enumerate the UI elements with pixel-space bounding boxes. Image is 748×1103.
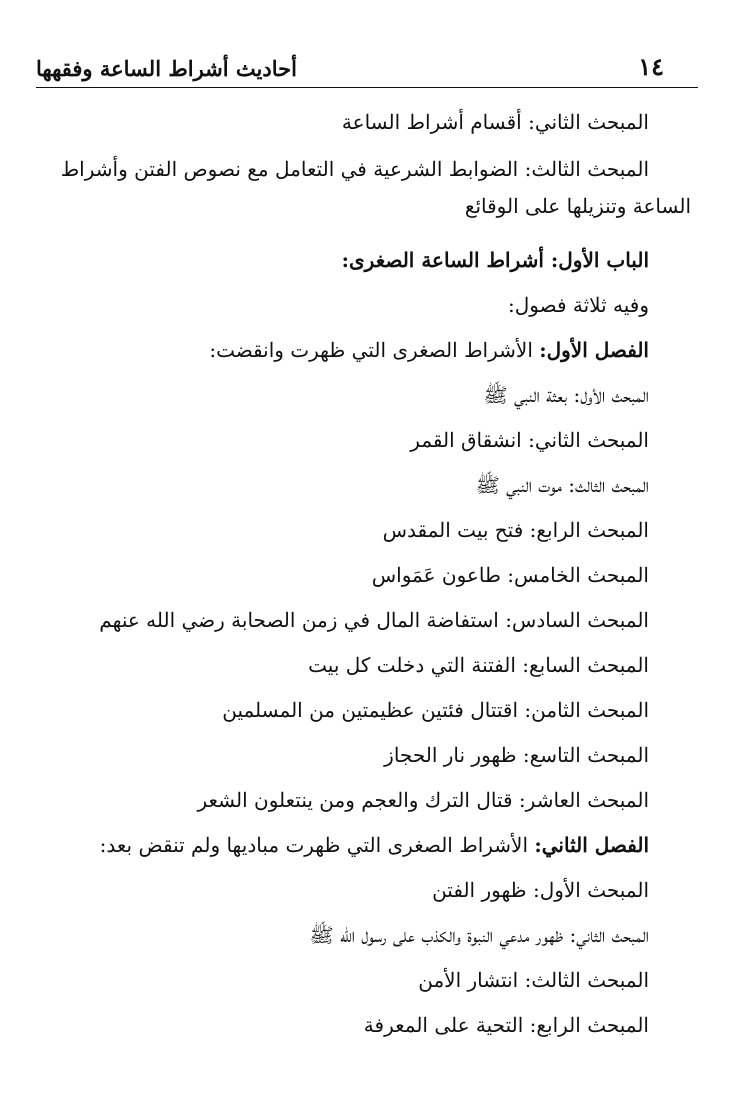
toc-line (52, 913, 649, 958)
toc-text: موت النبي ﷺ (475, 473, 569, 497)
toc-label: الباب الأول: (550, 248, 649, 272)
toc-text: فتح بيت المقدس (382, 518, 530, 542)
toc-label: المبحث الأول: (573, 383, 649, 407)
toc-label: المبحث الثاني: (569, 923, 649, 947)
toc-line (52, 958, 649, 1003)
toc-text: انشقاق القمر (410, 428, 529, 452)
toc-label: المبحث الثالث: (524, 968, 649, 992)
toc-chapter-heading (52, 238, 649, 283)
toc-text: أقسام أشراط الساعة (341, 110, 529, 134)
toc-text: قتال الترك والعجم ومن ينتعلون الشعر (197, 788, 519, 812)
toc-line (52, 508, 649, 553)
toc-label: الفصل الثاني: (534, 833, 649, 857)
toc-text: انتشار الأمن (418, 968, 525, 992)
toc-section-heading (52, 823, 649, 868)
toc-text: الضوابط الشرعية في التعامل مع نصوص الفتن وأشراط (60, 157, 525, 181)
toc-label: المبحث الثالث: (568, 473, 649, 497)
toc-line (52, 283, 649, 328)
toc-text: وفيه ثلاثة فصول: (508, 293, 649, 317)
toc-text: استفاضة المال في زمن الصحابة رضي الله عنهم (99, 608, 506, 632)
toc-text: بعثة النبي ﷺ (483, 383, 574, 407)
toc-line (52, 373, 649, 418)
toc-line (52, 598, 649, 643)
toc-text: الساعة وتنزيلها على الوقائع (464, 194, 691, 218)
toc-label: المبحث التاسع: (522, 743, 649, 767)
page-header (36, 52, 698, 88)
toc-label: المبحث السادس: (505, 608, 649, 632)
page-number: ١٤ (638, 52, 664, 81)
toc-text: ظهور نار الحجاز (384, 743, 523, 767)
toc-text: الأشراط الصغرى التي ظهرت وانقضت: (209, 338, 540, 362)
toc-line (52, 778, 649, 823)
toc-line (52, 688, 649, 733)
toc-label: المبحث الثاني: (528, 428, 649, 452)
toc-line (52, 733, 649, 778)
toc-label: المبحث الخامس: (507, 563, 649, 587)
header-rule (36, 87, 698, 88)
toc-label: الفصل الأول: (539, 338, 649, 362)
toc-line (52, 418, 649, 463)
toc-text: اقتتال فئتين عظيمتين من المسلمين (222, 698, 525, 722)
toc-label: المبحث الثالث: (524, 157, 649, 181)
toc-text: التحية على المعرفة (363, 1013, 530, 1037)
toc-label: المبحث الثاني: (528, 110, 649, 134)
toc-text: الأشراط الصغرى التي ظهرت مباديها ولم تنقض بعد: (99, 833, 535, 857)
toc-label: المبحث الأول: (532, 878, 649, 902)
toc-line (52, 100, 649, 145)
toc-text: طاعون عَمَواس (371, 563, 508, 587)
toc-line (52, 1003, 649, 1048)
toc-text: الفتنة التي دخلت كل بيت (308, 653, 523, 677)
toc-label: المبحث الرابع: (529, 518, 649, 542)
toc-text: أشراط الساعة الصغرى: (341, 248, 551, 272)
toc-text: ظهور مدعي النبوة والكذب على رسول الله ﷺ (309, 923, 570, 947)
toc-text: ظهور الفتن (432, 878, 533, 902)
toc-line (52, 553, 649, 598)
running-title: أحاديث أشراط الساعة وفقهها (36, 56, 297, 81)
toc-label: المبحث العاشر: (518, 788, 649, 812)
toc-label: المبحث السابع: (522, 653, 649, 677)
toc-line (52, 643, 649, 688)
toc-section-heading (52, 328, 649, 373)
table-of-contents (52, 100, 691, 1048)
toc-line (52, 868, 649, 913)
toc-label: المبحث الرابع: (529, 1013, 649, 1037)
toc-label: المبحث الثامن: (524, 698, 649, 722)
toc-line (52, 463, 649, 508)
